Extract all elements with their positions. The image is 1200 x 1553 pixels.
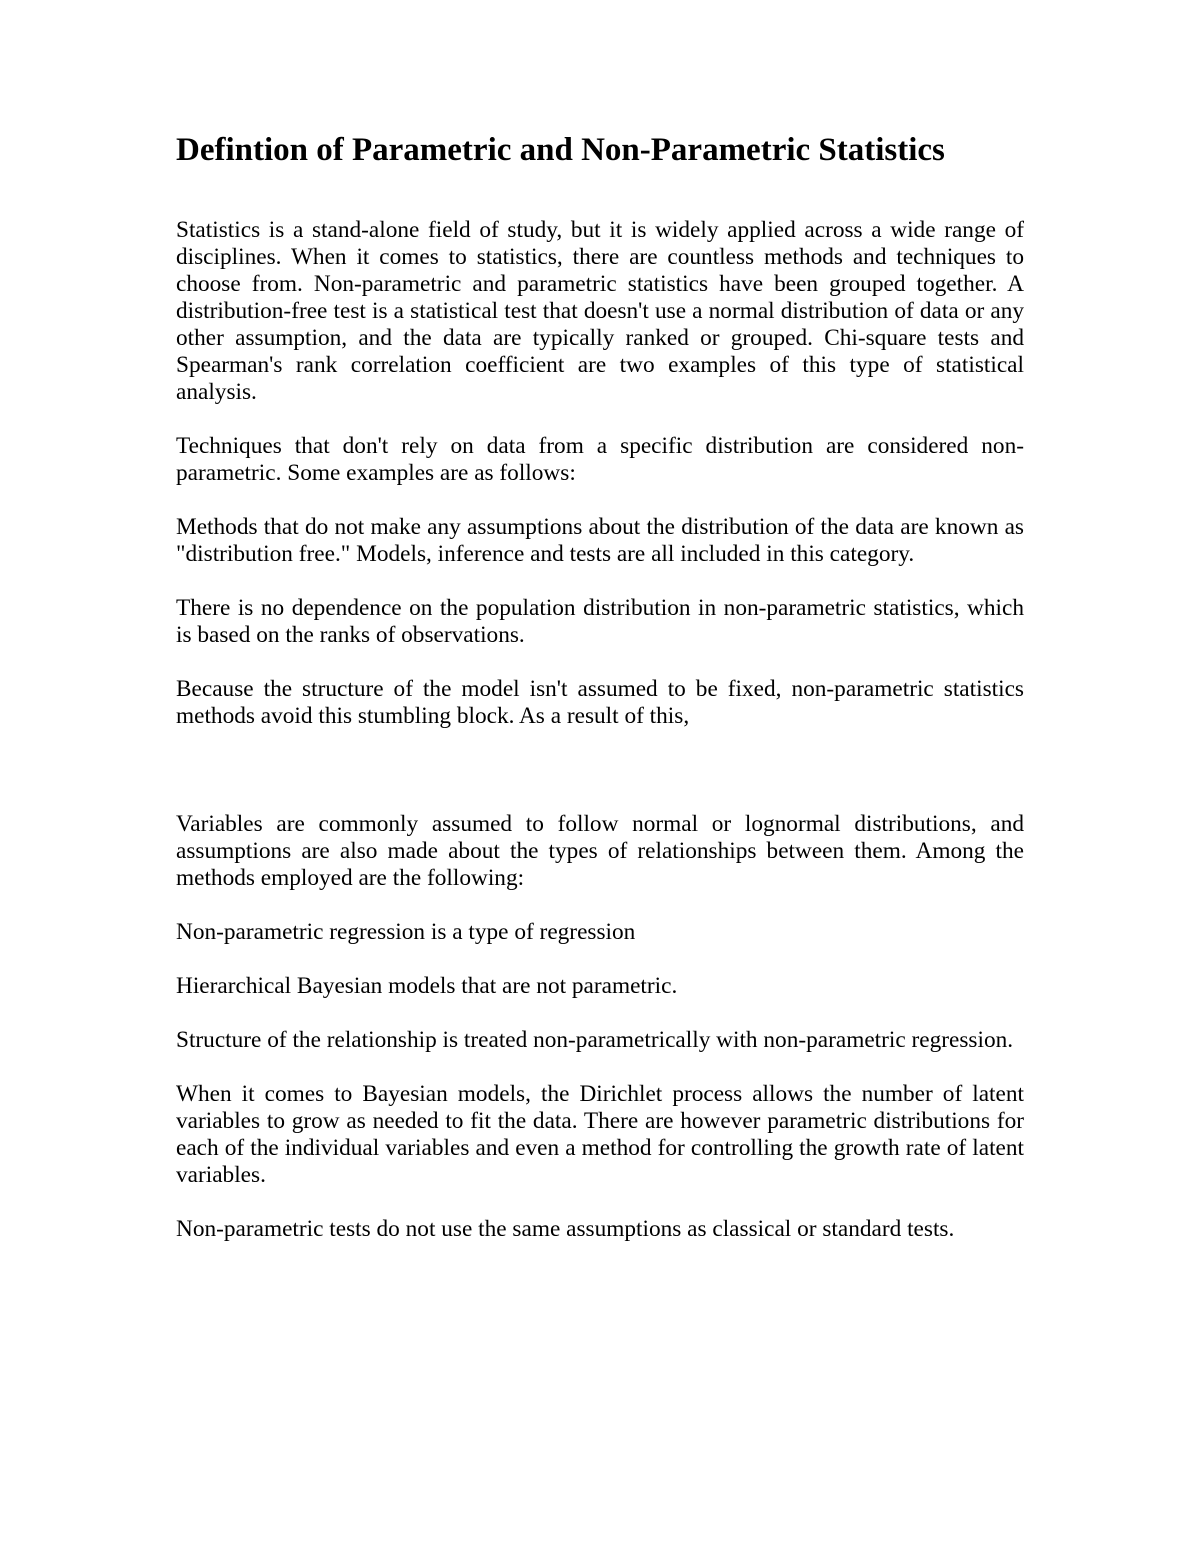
paragraph-intro: Statistics is a stand-alone field of study, but it is widely applied across a wide range of disciplines. When it comes to statistics, there are countless methods and techniques to choose from. Non-parametric and parametric statistics have been grouped together. A distribution-free test is a statistical test that doesn't use a normal distribution of data or any other assumption, and the data are typically ranked or grouped. Chi-square tests and Spearman's rank correlation coefficient are two examples of this type of statistical analysis. [176,217,1024,405]
paragraph-distribution-free: Methods that do not make any assumptions about the distribution of the data are known as "distribution free." Models, inference and tests are all included in this category. [176,514,1024,567]
paragraph-variables-assumptions: Variables are commonly assumed to follow normal or lognormal distributions, and assumptions are also made about the types of relationships between them. Among the methods employed are the following: [176,811,1024,891]
document-title: Defintion of Parametric and Non-Parametric Statistics [176,132,945,168]
paragraph-model-structure: Because the structure of the model isn't assumed to be fixed, non-parametric statistics methods avoid this stumbling block. As a result of this, [176,676,1024,729]
paragraph-population-distribution: There is no dependence on the population distribution in non-parametric statistics, which is based on the ranks of observations. [176,595,1024,648]
document-body [176,128,1024,1270]
paragraph-non-parametric-tests: Non-parametric tests do not use the same assumptions as classical or standard tests. [176,1216,955,1242]
paragraph-relationship-structure: Structure of the relationship is treated non-parametrically with non-parametric regression. [176,1027,1014,1053]
paragraph-non-parametric-regression: Non-parametric regression is a type of regression [176,919,636,945]
paragraph-hierarchical-bayesian: Hierarchical Bayesian models that are not parametric. [176,973,678,999]
paragraph-dirichlet-process: When it comes to Bayesian models, the Dirichlet process allows the number of latent variables to grow as needed to fit the data. There are however parametric distributions for each of the individual variables and even a method for controlling the growth rate of latent variables. [176,1081,1024,1188]
paragraph-non-parametric-techniques: Techniques that don't rely on data from a specific distribution are considered non-parametric. Some examples are as follows: [176,433,1024,486]
